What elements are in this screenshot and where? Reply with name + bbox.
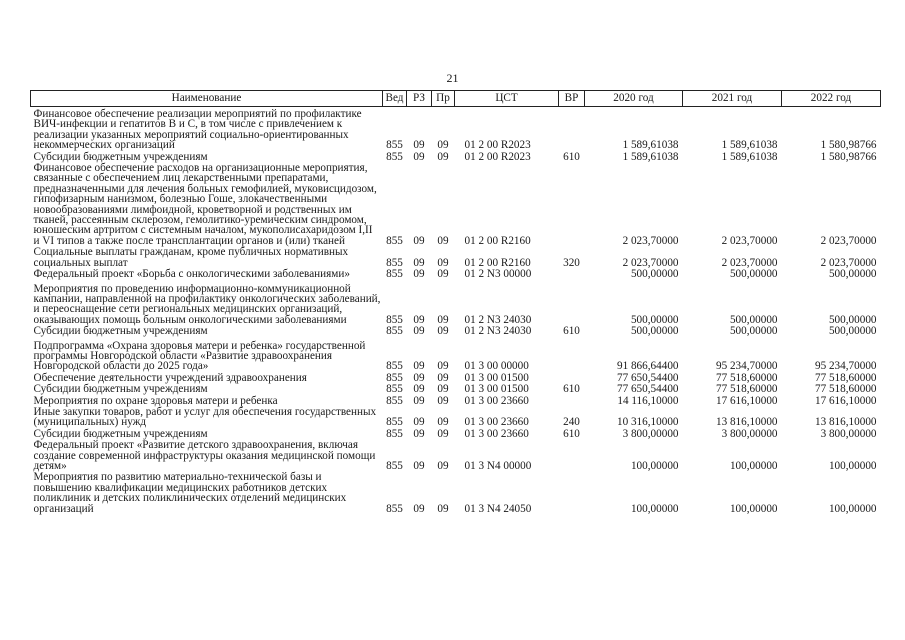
row-ved: 855 bbox=[386, 325, 403, 338]
table-header bbox=[31, 91, 881, 107]
row-name: Финансовое обеспечение реализации мероприятий по профилактике ВИЧ-инфекции и гепатитов В и С, в том числе с привлечением к реализации указанных мероприятий социально-ориентированных некоммерческих организаций bbox=[33, 108, 362, 152]
row-vr bbox=[559, 396, 585, 407]
row-name: Субсидии бюджетным учреждениям bbox=[33, 427, 208, 440]
row-cst: 01 3 00 00000 bbox=[464, 360, 529, 373]
row-2022: 95 234,70000 bbox=[814, 360, 877, 373]
row-rz: 09 bbox=[413, 502, 425, 515]
header-ved: Вед bbox=[383, 91, 407, 107]
row-ved: 855 bbox=[386, 150, 403, 163]
row-cst: 01 2 00 R2023 bbox=[464, 150, 531, 163]
row-rz: 09 bbox=[413, 394, 425, 407]
row-2021: 1 589,61038 bbox=[721, 139, 778, 152]
row-name: Мероприятия по проведению информационно-коммуникационной кампании, направленной на профилактику онкологических заболеваний, и переоснащение сети региональных медицинских организаций, оказывающих помощь больным онкологическими заболеваниями bbox=[33, 282, 381, 326]
table-row bbox=[31, 107, 881, 152]
row-name: Иные закупки товаров, работ и услуг для обеспечения государственных (муниципальных) нужд bbox=[33, 405, 377, 429]
row-vr bbox=[559, 338, 585, 373]
row-rz: 09 bbox=[413, 313, 425, 326]
table-row bbox=[31, 384, 881, 395]
row-vr bbox=[559, 163, 585, 247]
row-name: Федеральный проект «Борьба с онкологическими заболеваниями» bbox=[33, 268, 350, 281]
row-2020: 2 023,70000 bbox=[622, 256, 679, 269]
row-cst: 01 3 N4 24050 bbox=[464, 502, 532, 515]
table-body bbox=[31, 107, 881, 516]
row-pr: 09 bbox=[437, 325, 449, 338]
row-2020: 500,00000 bbox=[630, 268, 679, 281]
budget-table bbox=[30, 90, 881, 515]
row-name: Финансовое обеспечение расходов на организационные мероприятия, связанные с обеспечением лиц лекарственными препаратами, предназначенными для лечения больных гемофилией, муковисцидозом, гипофизарным нанизмом, болезнью Гоше, злокачественными новообразованиями лимфоидной, кроветворной и родственных им тканей, рассеянным склерозом, гемолитико-уремическим синдромом, юношеским артритом с системным началом, мукополисахаридозом I,II и VI типов а также после трансплантации органов и (или) тканей bbox=[33, 162, 377, 247]
row-2020: 77 650,54400 bbox=[616, 371, 679, 384]
row-2020: 100,00000 bbox=[630, 502, 679, 515]
row-2020: 500,00000 bbox=[630, 313, 679, 326]
header-2020: 2020 год bbox=[585, 91, 683, 107]
row-rz: 09 bbox=[413, 325, 425, 338]
row-pr: 09 bbox=[437, 502, 449, 515]
row-rz: 09 bbox=[413, 371, 425, 384]
row-cst: 01 3 00 01500 bbox=[464, 371, 529, 384]
row-ved: 855 bbox=[386, 139, 403, 152]
row-vr bbox=[559, 472, 585, 515]
header-rz: РЗ bbox=[407, 91, 432, 107]
row-pr: 09 bbox=[437, 256, 449, 269]
row-2020: 1 589,61038 bbox=[622, 150, 679, 163]
row-ved: 855 bbox=[386, 394, 403, 407]
row-rz: 09 bbox=[413, 460, 425, 472]
row-ved: 855 bbox=[386, 383, 403, 396]
row-name: Мероприятия по развитию материально-технической базы и повышению квалификации медицинских работников детских поликлиник и детских поликлинических отделений медицинских организаций bbox=[33, 471, 347, 515]
row-vr bbox=[559, 269, 585, 280]
row-vr: 610 bbox=[563, 427, 580, 440]
page-number: 21 bbox=[446, 71, 459, 85]
row-2021: 3 800,00000 bbox=[721, 427, 778, 440]
row-2020: 10 316,10000 bbox=[616, 416, 679, 429]
row-name: Субсидии бюджетным учреждениям bbox=[33, 383, 208, 396]
row-pr: 09 bbox=[437, 268, 449, 281]
row-vr bbox=[559, 440, 585, 472]
row-cst: 01 2 N3 24030 bbox=[464, 313, 532, 326]
row-2021: 95 234,70000 bbox=[715, 360, 778, 373]
header-cst: ЦСТ bbox=[455, 91, 559, 107]
row-cst: 01 3 N4 00000 bbox=[464, 460, 532, 472]
row-name: Обеспечение деятельности учреждений здравоохранения bbox=[33, 371, 307, 384]
row-2021: 13 816,10000 bbox=[715, 416, 778, 429]
row-vr: 240 bbox=[563, 416, 580, 429]
header-2021: 2021 год bbox=[683, 91, 782, 107]
row-pr: 09 bbox=[437, 313, 449, 326]
row-2020: 500,00000 bbox=[630, 325, 679, 338]
row-2022: 100,00000 bbox=[828, 460, 877, 472]
row-2020: 3 800,00000 bbox=[622, 427, 679, 440]
row-2022: 500,00000 bbox=[828, 313, 877, 326]
table-row bbox=[31, 407, 881, 429]
row-2020: 100,00000 bbox=[630, 460, 679, 472]
row-2021: 77 518,60000 bbox=[715, 383, 778, 396]
row-rz: 09 bbox=[413, 360, 425, 373]
row-2022: 3 800,00000 bbox=[820, 427, 877, 440]
table-row bbox=[31, 440, 881, 472]
row-2021: 500,00000 bbox=[729, 268, 778, 281]
row-rz: 09 bbox=[413, 268, 425, 281]
row-pr: 09 bbox=[437, 427, 449, 440]
row-vr bbox=[559, 281, 585, 327]
row-vr: 610 bbox=[563, 150, 580, 163]
row-2021: 2 023,70000 bbox=[721, 234, 778, 247]
row-2021: 1 589,61038 bbox=[721, 150, 778, 163]
row-2022: 500,00000 bbox=[828, 268, 877, 281]
row-cst: 01 3 00 23660 bbox=[464, 416, 529, 429]
row-rz: 09 bbox=[413, 139, 425, 152]
row-name: Федеральный проект «Развитие детского здравоохранения, включая создание современной инфраструктуры оказания медицинской помощи детям» bbox=[33, 439, 376, 472]
row-2022: 77 518,60000 bbox=[814, 371, 877, 384]
row-ved: 855 bbox=[386, 234, 403, 247]
row-2021: 77 518,60000 bbox=[715, 371, 778, 384]
row-2022: 77 518,60000 bbox=[814, 383, 877, 396]
row-2020: 1 589,61038 bbox=[622, 139, 679, 152]
row-2022: 17 616,10000 bbox=[814, 394, 877, 407]
row-vr: 610 bbox=[563, 383, 580, 396]
row-pr: 09 bbox=[437, 360, 449, 373]
row-ved: 855 bbox=[386, 371, 403, 384]
row-2021: 100,00000 bbox=[729, 502, 778, 515]
row-2022: 1 580,98766 bbox=[820, 139, 877, 152]
row-2020: 2 023,70000 bbox=[622, 234, 679, 247]
row-rz: 09 bbox=[413, 234, 425, 247]
row-pr: 09 bbox=[437, 416, 449, 429]
table-row bbox=[31, 269, 881, 280]
row-2022: 2 023,70000 bbox=[820, 256, 877, 269]
row-ved: 855 bbox=[386, 502, 403, 515]
row-cst: 01 2 N3 00000 bbox=[464, 268, 532, 281]
row-ved: 855 bbox=[386, 313, 403, 326]
row-pr: 09 bbox=[437, 460, 449, 472]
table-row bbox=[31, 338, 881, 373]
row-cst: 01 2 N3 24030 bbox=[464, 325, 532, 338]
row-pr: 09 bbox=[437, 234, 449, 247]
row-ved: 855 bbox=[386, 256, 403, 269]
row-2021: 2 023,70000 bbox=[721, 256, 778, 269]
table-row bbox=[31, 281, 881, 327]
row-2021: 100,00000 bbox=[729, 460, 778, 472]
row-pr: 09 bbox=[437, 150, 449, 163]
header-pr: Пр bbox=[432, 91, 455, 107]
row-rz: 09 bbox=[413, 427, 425, 440]
row-rz: 09 bbox=[413, 256, 425, 269]
header-name: Наименование bbox=[31, 91, 383, 107]
row-rz: 09 bbox=[413, 150, 425, 163]
row-pr: 09 bbox=[437, 383, 449, 396]
row-2022: 13 816,10000 bbox=[814, 416, 877, 429]
row-2021: 17 616,10000 bbox=[715, 394, 778, 407]
row-vr: 610 bbox=[563, 325, 580, 338]
header-2022: 2022 год bbox=[782, 91, 881, 107]
row-2022: 100,00000 bbox=[828, 502, 877, 515]
row-pr: 09 bbox=[437, 394, 449, 407]
header-vr: ВР bbox=[559, 91, 585, 107]
row-ved: 855 bbox=[386, 416, 403, 429]
row-pr: 09 bbox=[437, 371, 449, 384]
row-2022: 1 580,98766 bbox=[820, 150, 877, 163]
table-row bbox=[31, 326, 881, 337]
row-ved: 855 bbox=[386, 360, 403, 373]
table-row bbox=[31, 247, 881, 269]
row-cst: 01 2 00 R2023 bbox=[464, 139, 531, 152]
row-2022: 2 023,70000 bbox=[820, 234, 877, 247]
row-2022: 500,00000 bbox=[828, 325, 877, 338]
row-cst: 01 3 00 23660 bbox=[464, 427, 529, 440]
table-row bbox=[31, 163, 881, 247]
row-2021: 500,00000 bbox=[729, 313, 778, 326]
row-name: Мероприятия по охране здоровья матери и ребенка bbox=[33, 394, 278, 407]
row-name: Социальные выплаты гражданам, кроме публичных нормативных социальных выплат bbox=[33, 246, 349, 269]
row-vr bbox=[559, 107, 585, 152]
row-ved: 855 bbox=[386, 268, 403, 281]
row-2021: 500,00000 bbox=[729, 325, 778, 338]
row-rz: 09 bbox=[413, 383, 425, 396]
row-name: Субсидии бюджетным учреждениям bbox=[33, 150, 208, 163]
row-cst: 01 2 00 R2160 bbox=[464, 256, 531, 269]
row-vr: 320 bbox=[563, 256, 580, 269]
row-ved: 855 bbox=[386, 427, 403, 440]
row-cst: 01 3 00 01500 bbox=[464, 383, 529, 396]
row-cst: 01 3 00 23660 bbox=[464, 394, 529, 407]
row-rz: 09 bbox=[413, 416, 425, 429]
row-2020: 14 116,10000 bbox=[617, 394, 679, 407]
row-name: Субсидии бюджетным учреждениям bbox=[33, 325, 208, 338]
row-name: Подпрограмма «Охрана здоровья матери и ребенка» государственной программы Новгородской области «Развитие здравоохранения Новгородской области до 2025 года» bbox=[33, 339, 366, 373]
table-row bbox=[31, 472, 881, 515]
row-ved: 855 bbox=[386, 460, 403, 472]
row-cst: 01 2 00 R2160 bbox=[464, 234, 531, 247]
row-pr: 09 bbox=[437, 139, 449, 152]
row-2020: 91 866,64400 bbox=[616, 360, 679, 373]
row-2020: 77 650,54400 bbox=[616, 383, 679, 396]
